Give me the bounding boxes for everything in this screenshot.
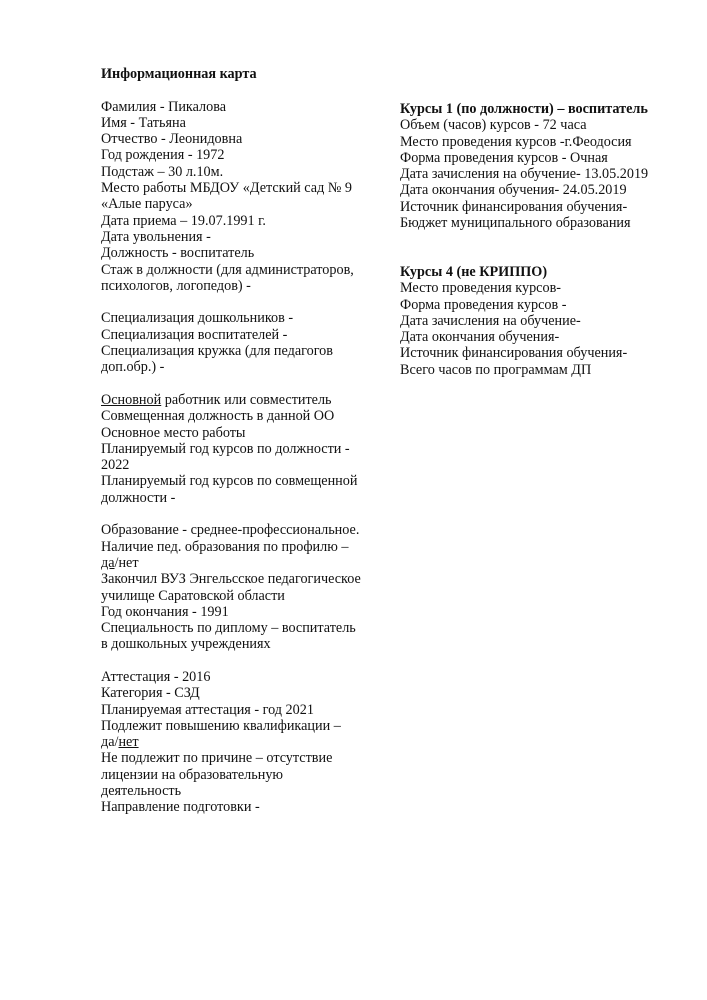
course4-start-date-line: Дата зачисления на обучение-: [400, 312, 581, 329]
course1-hours-line: Объем (часов) курсов - 72 часа: [400, 117, 587, 134]
patronymic-line: Отчество - Леонидовна: [101, 131, 243, 148]
qualification-line: Подлежит повышению квалификации –: [101, 717, 341, 734]
birth-year-line: Год рождения - 1972: [101, 147, 225, 164]
employment-type-line: [101, 392, 363, 408]
position-experience-line: Стаж в должности (для администраторов, психологов, логопедов) -: [101, 261, 354, 294]
course1-end-date-line: Дата окончания обучения- 24.05.2019: [400, 182, 627, 199]
dismissal-date-line: Дата увольнения -: [101, 228, 211, 245]
education-profile-sep: /: [114, 554, 119, 571]
graduation-year-line: Год окончания - 1991: [101, 603, 229, 620]
qualification-sep: /: [114, 734, 119, 751]
course4-heading: Курсы 4 (не КРИППО): [400, 263, 548, 280]
diploma-specialty-line: Специальность по диплому – воспитатель в дошкольных учреждениях: [101, 620, 356, 653]
employment-main-word: Основной: [101, 391, 162, 408]
education-level-line: Образование - среднее-профессиональное.: [101, 522, 360, 539]
course4-total-hours-line: Всего часов по программам ДП: [400, 361, 592, 378]
name-line: Имя - Татьяна: [101, 114, 186, 131]
specialization-preschool-line: Специализация дошкольников -: [101, 310, 294, 327]
workplace-line: Место работы МБДОУ «Детский сад № 9 «Алые паруса»: [101, 180, 353, 213]
attestation-planned-line: Планируемая аттестация - год 2021: [101, 701, 314, 718]
course1-place-line: Место проведения курсов -г.Феодосия: [400, 133, 632, 150]
course1-funding-source-line: Источник финансирования обучения-: [400, 198, 628, 215]
left-column: [101, 66, 363, 816]
combined-position-line: Совмещенная должность в данной ОО: [101, 408, 335, 425]
experience-line: Подстаж – 30 л.10м.: [101, 163, 224, 180]
surname-line: Фамилия - Пикалова: [101, 98, 227, 115]
course1-start-date-line: Дата зачисления на обучение- 13.05.2019: [400, 166, 649, 183]
document-title: Информационная карта: [101, 66, 257, 82]
specialization-club-line: Специализация кружка (для педагогов доп.обр.) -: [101, 343, 333, 376]
course1-funding-value-line: Бюджет муниципального образования: [400, 215, 631, 232]
qualification-no: нет: [118, 734, 139, 751]
qualification-yes: да: [101, 734, 115, 751]
course4-form-line: Форма проведения курсов -: [400, 296, 567, 313]
right-column: [400, 101, 700, 378]
education-profile-line: Наличие пед. образования по профилю –: [101, 538, 349, 555]
position-line: Должность - воспитатель: [101, 245, 255, 262]
course1-heading: Курсы 1 (по должности) – воспитатель: [400, 101, 648, 117]
education-profile-answer: [101, 555, 363, 571]
course4-place-line: Место проведения курсов-: [400, 280, 562, 297]
course4-funding-source-line: Источник финансирования обучения-: [400, 345, 628, 362]
attestation-category-line: Категория - СЗД: [101, 685, 200, 702]
course4-end-date-line: Дата окончания обучения-: [400, 329, 560, 346]
main-workplace-line: Основное место работы: [101, 424, 246, 441]
planned-course-year-line: Планируемый год курсов по должности - 2022: [101, 440, 350, 474]
employment-type-rest: работник или совместитель: [161, 391, 332, 408]
qualification-answer: [101, 734, 363, 750]
specialization-educators-line: Специализация воспитателей -: [101, 326, 288, 343]
education-institution-line: Закончил ВУЗ Энгельсское педагогическое училище Саратовской области: [101, 571, 361, 604]
attestation-year-line: Аттестация - 2016: [101, 668, 211, 685]
course1-form-line: Форма проведения курсов - Очная: [400, 149, 608, 166]
hire-date-line: Дата приема – 19.07.1991 г.: [101, 212, 266, 229]
education-profile-yes: да: [101, 554, 115, 571]
planned-combined-course-line: Планируемый год курсов по совмещенной должности -: [101, 473, 358, 506]
education-profile-no: нет: [118, 554, 139, 571]
not-subject-reason-line: Не подлежит по причине – отсутствие лицензии на образовательную деятельность: [101, 750, 333, 800]
training-direction-line: Направление подготовки -: [101, 799, 260, 816]
